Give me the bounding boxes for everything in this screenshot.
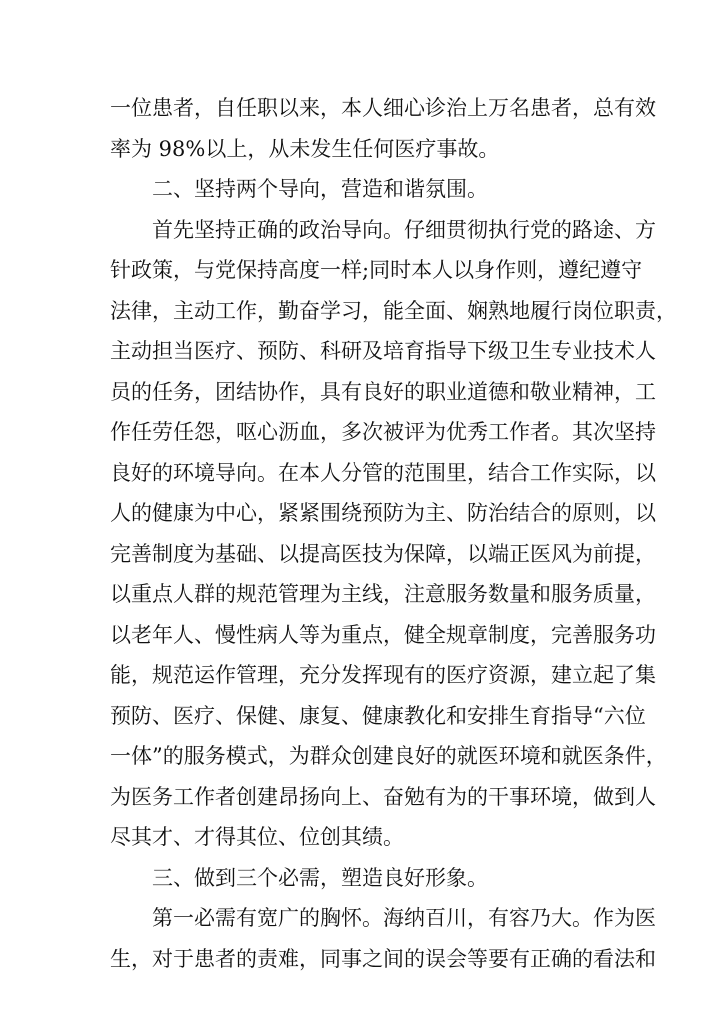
text-line: 完善制度为基础、以提高医技为保障，以端正医风为前提， — [110, 541, 656, 566]
text-line: 能，规范运作管理，充分发挥现有的医疗资源，建立起了集 — [110, 663, 656, 687]
document-body — [110, 88, 677, 979]
text-line: 以老年人、慢性病人等为重点，健全规章制度，完善服务功 — [110, 622, 656, 647]
text-line: 预防、医疗、保健、康复、健康教化和安排生育指导“六位 — [110, 703, 646, 728]
text-line: 一位患者，自任职以来，本人细心诊治上万名患者，总有效 — [110, 96, 656, 120]
text-line: 主动担当医疗、预防、科研及培育指导下级卫生专业技术人 — [110, 339, 656, 363]
text-line: 以重点人群的规范管理为主线，注意服务数量和服务质量， — [110, 582, 656, 606]
text-line: 员的任务，团结协作，具有良好的职业道德和敬业精神，工 — [110, 379, 656, 404]
text-line: 为医务工作者创建昂扬向上、奋勉有为的干事环境，做到人 — [110, 784, 656, 809]
text-line: 一体”的服务模式，为群众创建良好的就医环境和就医条件， — [110, 744, 667, 768]
text-line: 率为 98%以上，从未发生任何医疗事故。 — [110, 136, 500, 161]
text-line: 生，对于患者的责难，同事之间的误会等要有正确的看法和 — [110, 946, 656, 971]
text-line: 尽其才、才得其位、位创其绩。 — [110, 825, 404, 849]
paragraph-first-line: 第一必需有宽广的胸怀。海纳百川，有容乃大。作为医 — [152, 906, 656, 930]
section-heading: 三、做到三个必需，塑造良好形象。 — [152, 865, 488, 890]
section-heading: 二、坚持两个导向，营造和谐氛围。 — [152, 177, 488, 201]
text-line: 良好的环境导向。在本人分管的范围里，结合工作实际，以 — [110, 460, 656, 485]
text-line: 人的健康为中心，紧紧围绕预防为主、防治结合的原则，以 — [110, 501, 656, 525]
text-line: 针政策，与党保持高度一样;同时本人以身作则，遵纪遵守 — [110, 258, 643, 282]
text-line: 作任劳任怨，呕心沥血，多次被评为优秀工作者。其次坚持 — [110, 420, 656, 444]
paragraph-first-line: 首先坚持正确的政治导向。仔细贯彻执行党的路途、方 — [152, 217, 656, 242]
text-line: 法律，主动工作，勤奋学习，能全面、娴熟地履行岗位职责， — [110, 298, 677, 323]
